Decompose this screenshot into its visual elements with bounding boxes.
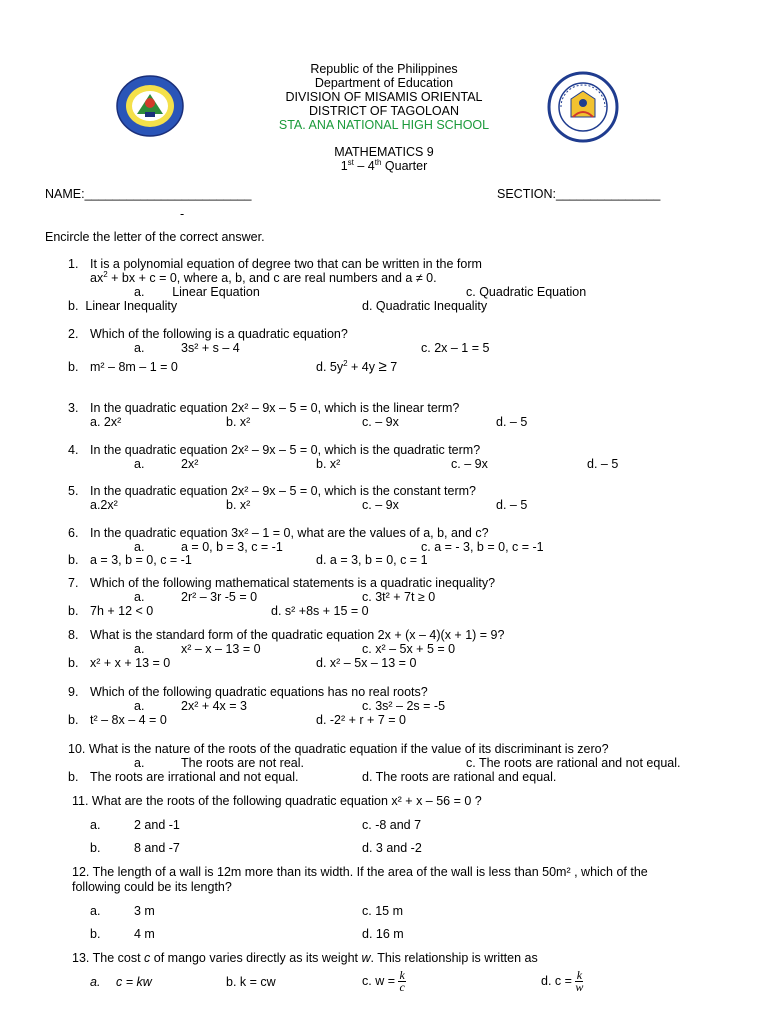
subject-title: MATHEMATICS 9 <box>334 145 434 159</box>
option-c[interactable]: c. 2x – 1 = 5 <box>421 341 490 355</box>
option-b-letter[interactable]: b. <box>90 841 101 855</box>
option-a-letter[interactable]: a. <box>134 642 145 656</box>
option-d[interactable]: d. – 5 <box>496 498 528 512</box>
option-c[interactable]: c. 3t² + 7t ≥ 0 <box>362 590 436 604</box>
option-a-letter[interactable]: a. <box>134 341 145 355</box>
option-b[interactable]: m² – 8m – 1 = 0 <box>90 360 178 374</box>
quarter-line: 1st – 4th Quarter <box>340 157 428 173</box>
option-b-letter[interactable]: b. <box>68 360 79 374</box>
option-a[interactable]: a = 0, b = 3, c = -1 <box>181 540 283 554</box>
option-a-letter[interactable]: a. <box>134 756 145 770</box>
option-b[interactable]: t² – 8x – 4 = 0 <box>90 713 167 727</box>
option-b-letter[interactable]: b. <box>68 770 79 784</box>
option-a[interactable]: 2 and -1 <box>134 818 180 832</box>
option-d[interactable]: d. -2² + r + 7 = 0 <box>316 713 406 727</box>
option-b-letter[interactable]: b. <box>68 553 79 567</box>
option-d[interactable]: d. c = $\frac{k}{w}$ <box>541 968 584 995</box>
option-a-letter[interactable]: a. <box>90 975 101 989</box>
option-c[interactable]: c. Quadratic Equation <box>466 285 587 299</box>
option-a[interactable]: x² – x – 13 = 0 <box>181 642 261 656</box>
option-c[interactable]: c. -8 and 7 <box>362 818 422 832</box>
option-b[interactable]: 4 m <box>134 927 155 941</box>
option-b[interactable]: b. x² <box>226 498 251 512</box>
option-b[interactable]: b. Linear Inequality <box>68 299 178 313</box>
option-d[interactable]: d. – 5 <box>587 457 619 471</box>
option-a-letter[interactable]: a. <box>134 540 145 554</box>
option-a[interactable]: The roots are not real. <box>181 756 304 770</box>
option-d[interactable]: d. s² +8s + 15 = 0 <box>271 604 369 618</box>
option-c[interactable]: c. The roots are rational and not equal. <box>466 756 681 770</box>
option-b-letter[interactable]: b. <box>68 713 79 727</box>
option-a[interactable]: 3s² + s – 4 <box>181 341 240 355</box>
option-b[interactable]: b. x² <box>316 457 341 471</box>
option-a[interactable]: a.2x² <box>90 498 118 512</box>
header-republic: Republic of the Philippines <box>310 62 458 76</box>
option-d[interactable]: d. – 5 <box>496 415 528 429</box>
header-department: Department of Education <box>314 76 454 90</box>
option-c[interactable]: c. – 9x <box>451 457 488 471</box>
option-b[interactable]: x² + x + 13 = 0 <box>90 656 171 670</box>
option-a[interactable]: a. 2x² <box>90 415 122 429</box>
section-field[interactable]: SECTION:_______________ <box>497 187 661 201</box>
option-b[interactable]: a = 3, b = 0, c = -1 <box>90 553 192 567</box>
option-b-letter[interactable]: b. <box>68 656 79 670</box>
option-c[interactable]: c. 3s² – 2s = -5 <box>362 699 446 713</box>
option-d[interactable]: d. x² – 5x – 13 = 0 <box>316 656 417 670</box>
option-b[interactable]: b. k = cw <box>226 975 276 989</box>
option-b-letter[interactable]: b. <box>68 604 79 618</box>
option-d[interactable]: d. Quadratic Inequality <box>362 299 488 313</box>
option-a-letter[interactable]: a. <box>134 590 145 604</box>
instruction: Encircle the letter of the correct answer. <box>45 230 265 244</box>
name-field[interactable]: NAME:________________________ <box>45 187 252 201</box>
option-b[interactable]: b. x² <box>226 415 251 429</box>
option-d[interactable]: d. $5y^2 + 4y \ge 7$ <box>316 358 398 375</box>
option-c[interactable]: c. x² – 5x + 5 = 0 <box>362 642 456 656</box>
option-a[interactable]: c = kw <box>116 975 152 989</box>
stray-dash: - <box>180 207 185 221</box>
option-a[interactable]: a. Linear Equation <box>134 285 260 299</box>
option-d[interactable]: d. 16 m <box>362 927 404 941</box>
option-b[interactable]: 7h + 12 < 0 <box>90 604 154 618</box>
school-name: STA. ANA NATIONAL HIGH SCHOOL <box>278 118 490 132</box>
option-c[interactable]: c. w = $\frac{k}{c}$ <box>362 968 405 995</box>
option-d[interactable]: d. 3 and -2 <box>362 841 422 855</box>
option-a-letter[interactable]: a. <box>90 818 101 832</box>
option-c[interactable]: c. 15 m <box>362 904 403 918</box>
option-a-letter[interactable]: a. <box>90 904 101 918</box>
option-a[interactable]: 2x² <box>181 457 199 471</box>
option-a[interactable]: 3 m <box>134 904 155 918</box>
option-b-letter[interactable]: b. <box>90 927 101 941</box>
option-b[interactable]: 8 and -7 <box>134 841 180 855</box>
header-district: DISTRICT OF TAGOLOAN <box>308 104 460 118</box>
option-a[interactable]: 2x² + 4x = 3 <box>181 699 248 713</box>
option-b[interactable]: The roots are irrational and not equal. <box>90 770 299 784</box>
option-d[interactable]: d. The roots are rational and equal. <box>362 770 557 784</box>
option-c[interactable]: c. a = - 3, b = 0, c = -1 <box>421 540 544 554</box>
option-c[interactable]: c. – 9x <box>362 498 399 512</box>
option-c[interactable]: c. – 9x <box>362 415 399 429</box>
option-a[interactable]: 2r² – 3r -5 = 0 <box>181 590 258 604</box>
header-division: DIVISION OF MISAMIS ORIENTAL <box>285 90 483 104</box>
option-d[interactable]: d. a = 3, b = 0, c = 1 <box>316 553 428 567</box>
option-a-letter[interactable]: a. <box>134 699 145 713</box>
option-a-letter[interactable]: a. <box>134 457 145 471</box>
